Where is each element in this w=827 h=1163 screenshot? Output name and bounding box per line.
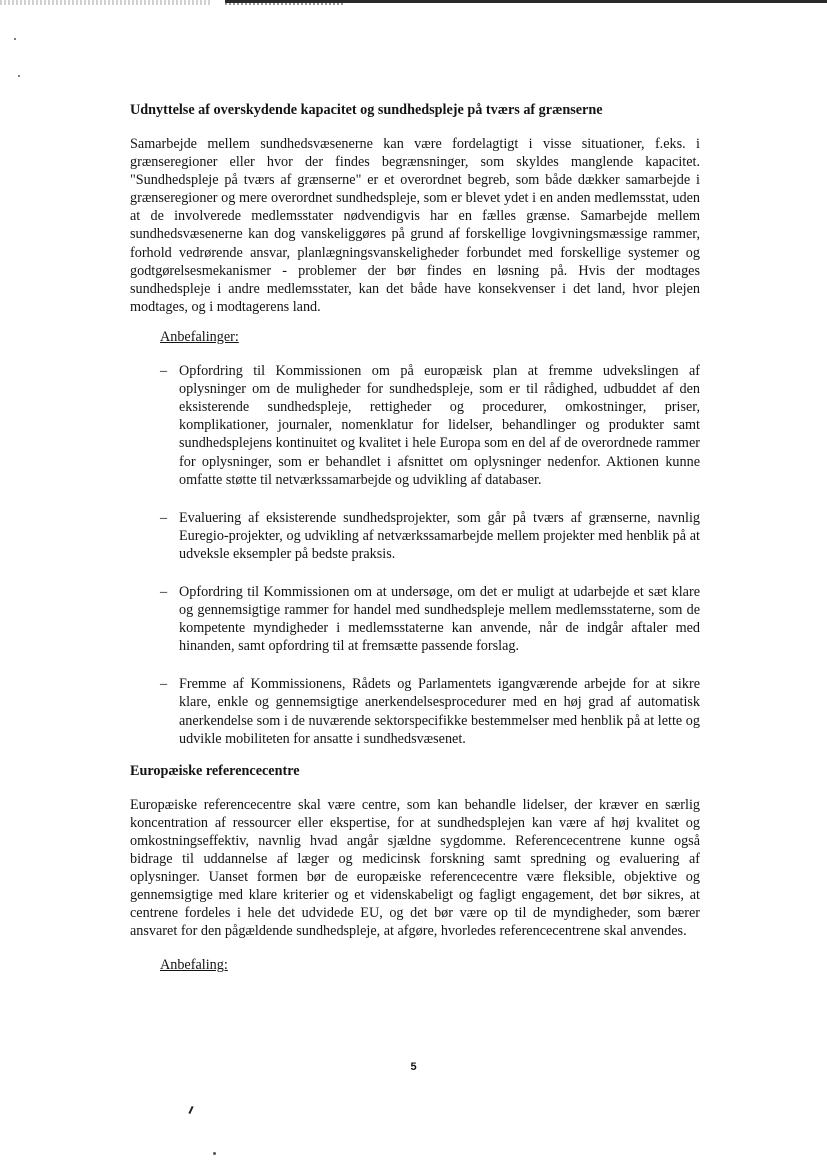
section-heading-reference-centres: Europæiske referencecentre xyxy=(130,762,300,779)
section-paragraph-cross-border-care: Samarbejde mellem sundhedsvæsenerne kan være fordelagtigt i visse situationer, f.eks. i grænseregioner eller hvor der findes begrænsninger, som skyldes manglende kapacitet. "Sundhedspleje på tværs af grænserne" er et overordnet begreb, som både dækker samarbejde i grænseregioner og mere overordnet sundhedspleje, som er blevet ydet i en anden medlemsstat, uden at de involverede medlemsstater nødvendigvis har en fælles grænse. Samarbejde mellem sundhedsvæsenerne kan dog vanskeliggøres på grund af forskellige lovgivningsmæssige rammer, forhold vedrørende ansvar, planlægningsvanskeligheder forbundet med forskellige systemer og godtgørelsesmekanismer - problemer der bør findes en løsning på. Hvis der modtages sundhedspleje i andre medlemsstater, kan det både have konsekvenser i det land, hvor plejen modtages, og i modtagerens land. xyxy=(130,136,700,315)
recommendation-item: – Evaluering af eksisterende sundhedsprojekter, som går på tværs af grænserne, navnlig Euregio-projekter, og udvikling af netværkssamarbejde mellem projekter med henblik på at udveksle eksempler på bedste praksis. xyxy=(160,509,700,563)
scan-speck xyxy=(213,1152,216,1155)
recommendation-item: – Opfordring til Kommissionen om at undersøge, om det er muligt at udarbejde et sæt klare og gennemsigtige rammer for handel med sundhedspleje mellem medlemsstaterne, som de kompetente myndigheder i medlemsstaterne kan anvende, når de indgår aftaler med hinanden, samt opfordring til at fremsætte passende forslag. xyxy=(160,583,700,655)
section-paragraph-reference-centres: Europæiske referencecentre skal være centre, som kan behandle lidelser, der kræver en særlig koncentration af ressourcer eller ekspertise, for at sundhedsplejen kan være af høj kvalitet og omkostningseffektiv, navnlig hvad angår sjældne sygdomme. Referencecentrene kunne også bidrage til uddannelse af læger og medicinsk forskning samt spredning og evaluering af oplysninger. Uanset formen bør de europæiske referencecentre være fleksible, objektive og gennemsigtige med klare kriterier og et videnskabeligt og fagligt engagement, det bør sikres, at centrene fordeles i hele det udvidede EU, og det bør være op til de myndigheder, som bærer ansvaret for den pågældende sundhedspleje, at afgøre, hvorledes referencecentrene skal anvendes. xyxy=(130,796,700,940)
pen-mark xyxy=(188,1106,193,1114)
document-body xyxy=(130,101,700,991)
recommendations-list xyxy=(160,362,700,748)
recommendation-item: – Fremme af Kommissionens, Rådets og Parlamentets igangværende arbejde for at sikre klare, enkle og gennemsigtige anerkendelsesprocedurer med en høj grad af automatisk anerkendelse som i de nuværende sektorspecifikke bestemmelser med henblik på at lette og udvikle mobiliteten for ansatte i sundhedsvæsenet. xyxy=(160,675,700,747)
recommendations-heading: Anbefalinger: xyxy=(160,328,239,345)
scan-speck xyxy=(14,38,16,40)
scan-edge-artifact xyxy=(0,0,210,5)
scan-speck xyxy=(18,75,20,77)
section-heading-cross-border-care: Udnyttelse af overskydende kapacitet og sundhedspleje på tværs af grænserne xyxy=(130,102,603,118)
recommendation-heading: Anbefaling: xyxy=(160,957,228,974)
recommendation-item: – Opfordring til Kommissionen om på europæisk plan at fremme udvekslingen af oplysninger om de muligheder for sundhedspleje, som er til rådighed, udbuddet af den eksisterende sundhedspleje, rettigheder og procedurer, omkostninger, priser, komplikationer, journaler, nomenklatur for lidelser, behandlinger og produkter samt sundhedsplejens kontinuitet og kvalitet i hele Europa som en del af de overordnede rammer for oplysninger, som er behandlet i afsnittet om oplysninger nedenfor. Aktionen kunne omfatte støtte til netværkssamarbejde og udvikling af databaser. xyxy=(160,362,700,489)
page-number: 5 xyxy=(410,1061,417,1073)
scan-edge-artifact xyxy=(225,3,345,5)
